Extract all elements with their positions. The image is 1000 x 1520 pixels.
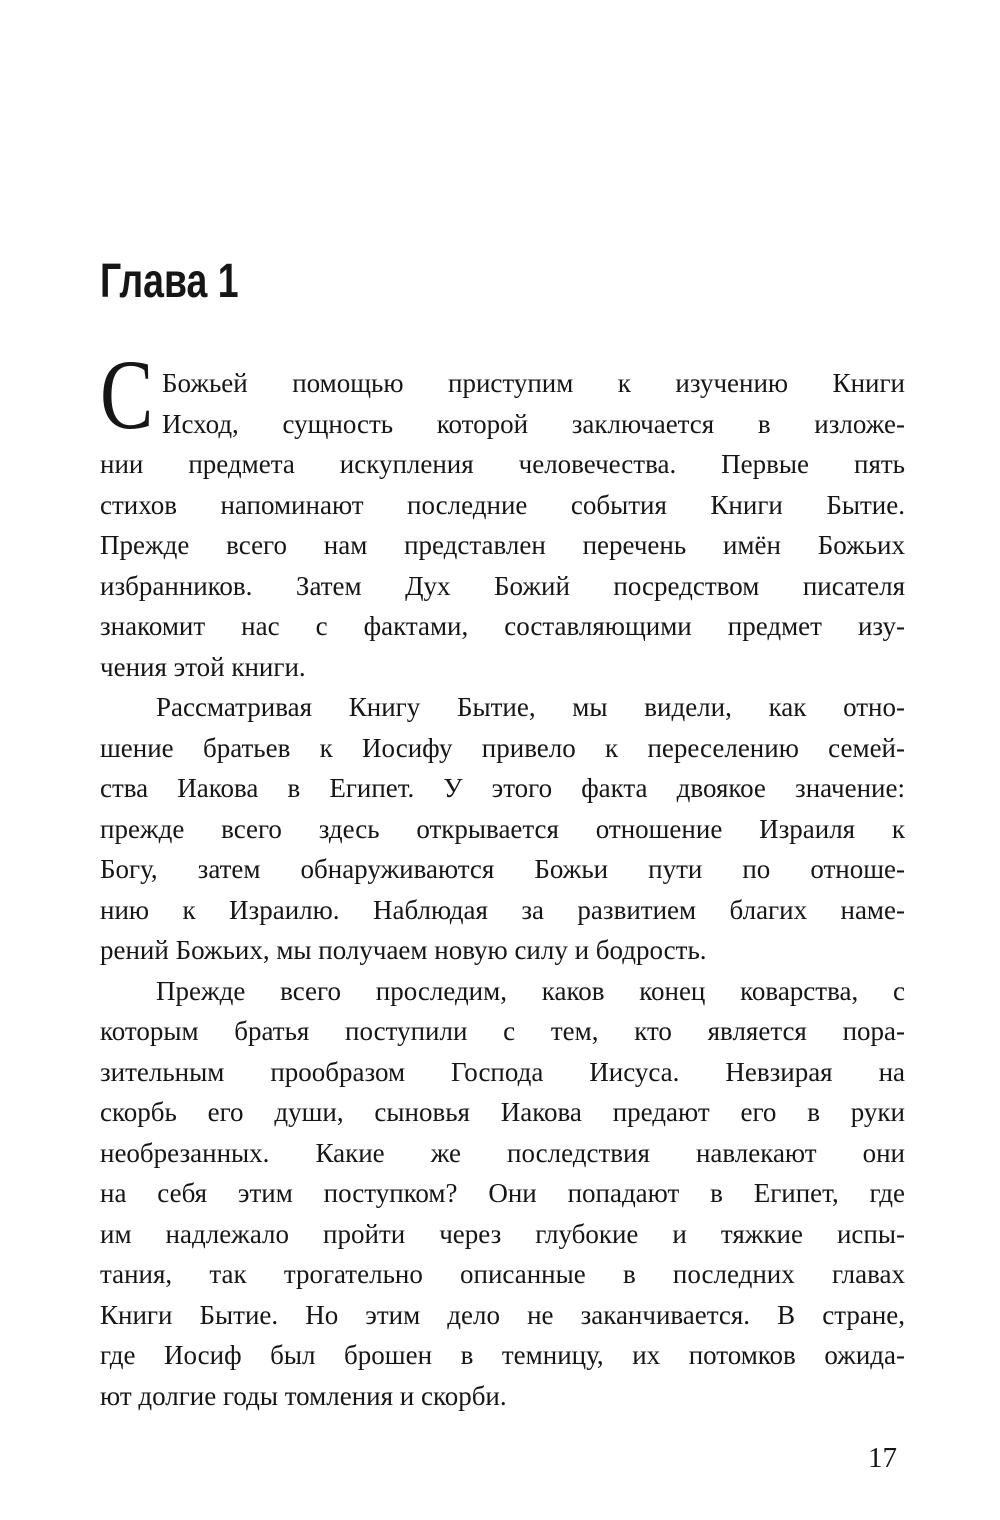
text-line: Исход, сущность которой заключается в изложе- — [162, 408, 905, 439]
text-line: нии предмета искупления человечества. Первые пять — [100, 449, 905, 479]
text-line: ства Иакова в Египет. У этого факта двоякое значение: — [100, 773, 905, 803]
text-line: Божьей помощью приступим к изучению Книги — [162, 368, 905, 398]
text-line: им надлежало пройти через глубокие и тяжкие испы- — [100, 1218, 905, 1249]
text-line: нию к Израилю. Наблюдая за развитием благих наме- — [100, 894, 905, 925]
text-line: прежде всего здесь открывается отношение Израиля к — [100, 813, 905, 844]
text-line: скорбь его души, сыновья Иакова предают его в руки — [100, 1097, 905, 1127]
text-line: знакомит нас с фактами, составляющими предмет изу- — [100, 611, 905, 641]
text-line: Рассматривая Книгу Бытие, мы видели, как отно- — [156, 692, 905, 722]
text-line: рений Божьих, мы получаем новую силу и бодрость. — [100, 935, 707, 965]
text-line: Богу, затем обнаруживаются Божьи пути по отноше- — [100, 854, 905, 884]
text-line: которым братья поступили с тем, кто является пора- — [100, 1016, 905, 1046]
text-line: шение братьев к Иосифу привело к переселению семей- — [100, 732, 905, 763]
paragraph — [100, 971, 905, 1417]
page-number: 17 — [868, 1442, 897, 1474]
text-line: Прежде всего нам представлен перечень имён Божьих — [100, 530, 905, 560]
text-line: на себя этим поступком? Они попадают в Египет, где — [100, 1178, 905, 1208]
text-line: зительным прообразом Господа Иисуса. Невзирая на — [100, 1056, 905, 1087]
text-line: чения этой книги. — [100, 651, 306, 682]
drop-cap: С — [100, 339, 154, 450]
text-line: избранников. Затем Дух Божий посредством писателя — [100, 570, 905, 601]
text-line: ют долгие годы томления и скорби. — [100, 1380, 507, 1411]
text-line: тания, так трогательно описанные в последних главах — [100, 1259, 905, 1289]
text-line: Книги Бытие. Но этим дело не заканчивается. В стране, — [100, 1299, 905, 1330]
paragraph — [100, 687, 905, 971]
chapter-heading: Глава 1 — [100, 255, 239, 308]
paragraph — [100, 363, 905, 687]
body-text — [100, 363, 905, 1416]
text-line: Прежде всего проследим, каков конец коварства, с — [156, 975, 905, 1006]
text-line: необрезанных. Какие же последствия навлекают они — [100, 1137, 905, 1168]
text-line: где Иосиф был брошен в темницу, их потомков ожида- — [100, 1340, 905, 1370]
text-line: стихов напоминают последние события Книги Бытие. — [100, 489, 905, 520]
